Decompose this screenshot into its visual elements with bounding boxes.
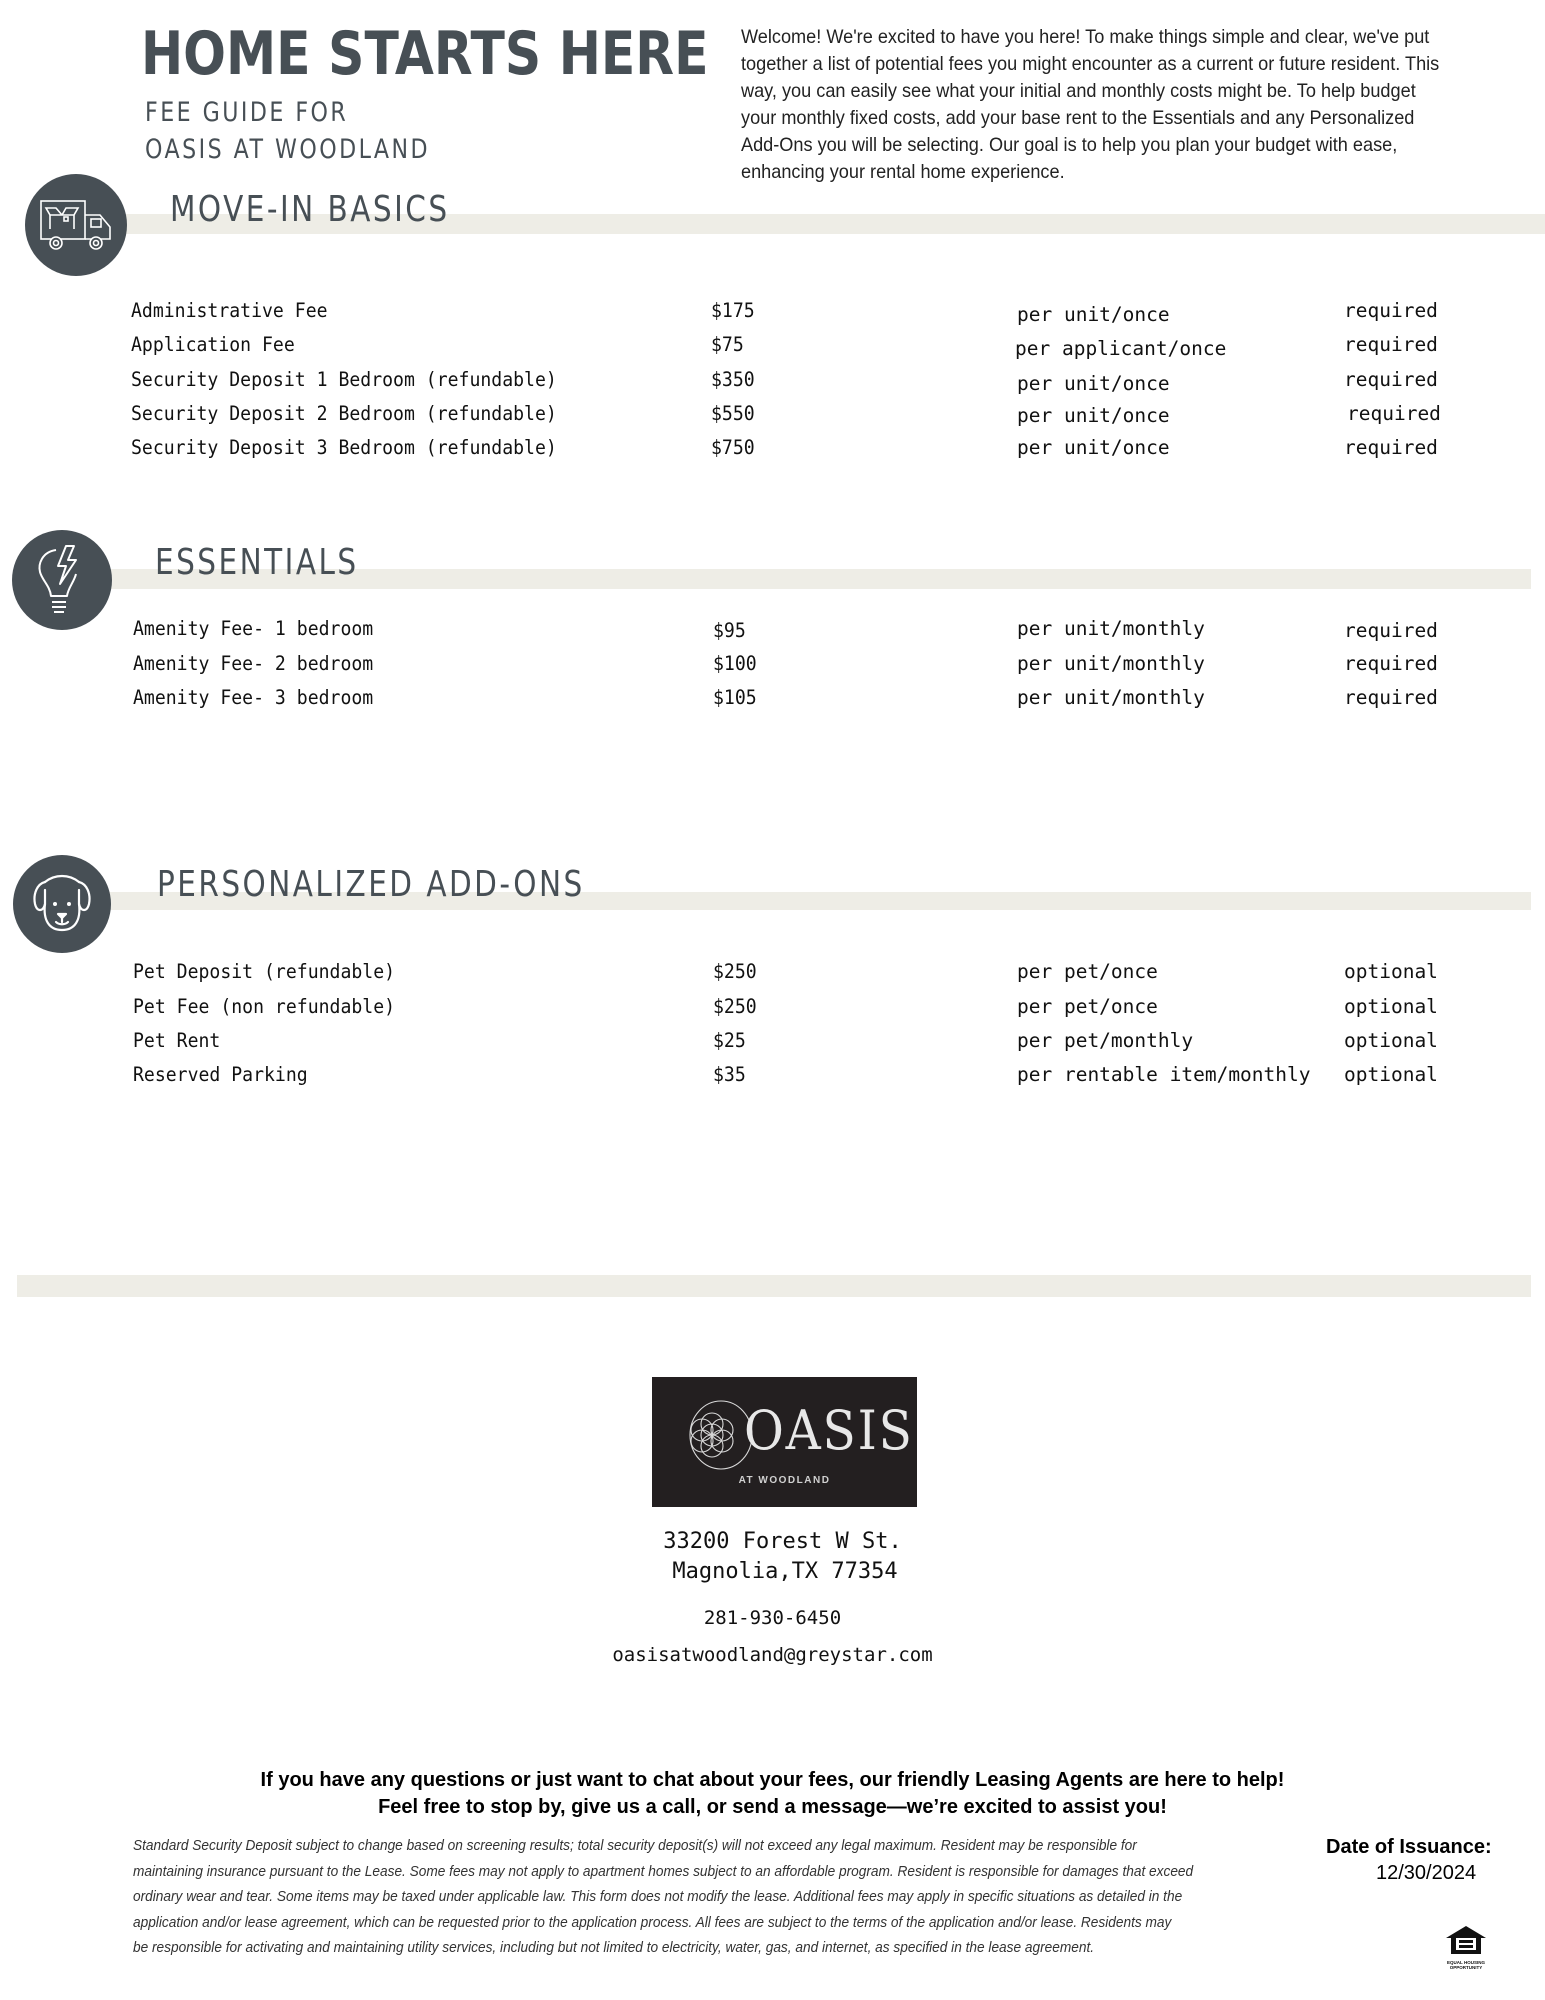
fee-frequency: per pet/once [1017, 995, 1158, 1018]
date-of-issuance-value: 12/30/2024 [1376, 1862, 1477, 1884]
fee-status: optional [1344, 995, 1438, 1018]
fee-status: required [1344, 652, 1438, 675]
fee-name: Security Deposit 1 Bedroom (refundable) [131, 368, 557, 391]
fee-status: optional [1344, 1063, 1438, 1086]
fee-status: required [1344, 686, 1438, 709]
fee-frequency: per unit/monthly [1017, 652, 1205, 675]
fee-price: $250 [713, 960, 757, 983]
date-of-issuance-label: Date of Issuance: [1326, 1836, 1492, 1858]
oasis-logo [652, 1377, 917, 1507]
fee-name: Pet Fee (non refundable) [133, 995, 396, 1018]
fee-price: $750 [711, 436, 755, 459]
table-row [0, 433, 1545, 463]
disclaimer-line: Standard Security Deposit subject to change based on screening results; total security deposit(s) will not exceed any legal maximum. Resident may be responsible for [133, 1838, 1137, 1854]
fee-status: required [1344, 619, 1438, 642]
cta-line-2: Feel free to stop by, give us a call, or send a message—we’re excited to assist you! [378, 1796, 1167, 1818]
fee-name: Reserved Parking [133, 1063, 308, 1086]
fee-price: $25 [713, 1029, 746, 1052]
equal-housing-icon [1444, 1925, 1488, 1955]
fee-frequency: per unit/once [1017, 404, 1170, 427]
table-row [0, 683, 1545, 713]
address-line-2: Magnolia,TX 77354 [672, 1559, 898, 1584]
fee-frequency: per rentable item/monthly [1017, 1063, 1311, 1086]
fee-price: $100 [713, 652, 757, 675]
fee-frequency: per unit/once [1017, 436, 1170, 459]
fee-status: required [1344, 299, 1438, 322]
section-title-essentials: ESSENTIALS [155, 542, 359, 583]
table-row [0, 614, 1545, 644]
fee-name: Security Deposit 2 Bedroom (refundable) [131, 402, 557, 425]
fee-price: $250 [713, 995, 757, 1018]
disclaimer-line: be responsible for activating and maintaining utility services, including but not limited to electricity, water, gas, and internet, as specified in the lease agreement. [133, 1940, 1095, 1956]
lightbulb-icon [34, 542, 90, 618]
fee-price: $95 [713, 619, 746, 642]
table-row [0, 365, 1545, 395]
table-row [0, 330, 1545, 360]
fee-price: $75 [711, 333, 744, 356]
fee-name: Security Deposit 3 Bedroom (refundable) [131, 436, 557, 459]
logo-wordmark: OASIS [744, 1399, 914, 1462]
table-row [0, 1026, 1545, 1056]
fee-frequency: per applicant/once [1015, 337, 1227, 360]
table-row [0, 296, 1545, 326]
moving-truck-icon [36, 195, 116, 255]
dog-icon [29, 872, 95, 936]
fee-name: Pet Deposit (refundable) [133, 960, 396, 983]
fee-status: required [1344, 368, 1438, 391]
welcome-paragraph: Welcome! We're excited to have you here! To make things simple and clear, we've put together a list of potential fees you might encounter as a current or future resident. This way, you can easily see what your initial and monthly costs might be. To help budget your monthly fixed costs, add your base rent to the Essentials and any Personalized Add-Ons you will be selecting. Our goal is to help you plan your budget with ease, enhancing your rental home experience. [741, 26, 1440, 183]
email-link[interactable]: oasisatwoodland@greystar.com [612, 1644, 933, 1666]
cta-line-1: If you have any questions or just want to chat about your fees, our friendly Leasing Agents are here to help! [260, 1769, 1285, 1791]
table-row [0, 992, 1545, 1022]
table-row [0, 649, 1545, 679]
fee-frequency: per unit/once [1017, 372, 1170, 395]
add-ons-icon-badge [13, 855, 111, 953]
footer-divider [17, 1275, 1531, 1297]
fee-name: Administrative Fee [131, 299, 328, 322]
fee-price: $550 [711, 402, 755, 425]
fee-frequency: per unit/monthly [1017, 686, 1205, 709]
fee-name: Amenity Fee- 2 bedroom [133, 652, 374, 675]
subtitle-fee-guide: FEE GUIDE FOR [145, 97, 349, 128]
table-row [0, 957, 1545, 987]
table-row [0, 1060, 1545, 1090]
fee-name: Amenity Fee- 1 bedroom [133, 617, 374, 640]
fee-frequency: per unit/monthly [1017, 617, 1205, 640]
disclaimer-line: ordinary wear and tear. Some items may be taxed under applicable law. This form does not modify the lease. Additional fees may apply in specific situations as detailed in the [133, 1889, 1183, 1905]
disclaimer [133, 1834, 1273, 1962]
equal-housing-logo [1444, 1925, 1488, 1969]
address-line-1: 33200 Forest W St. [663, 1529, 902, 1554]
fee-status: required [1347, 402, 1441, 425]
fee-price: $175 [711, 299, 755, 322]
eho-text-line-1: EQUAL HOUSING [1447, 1960, 1485, 1965]
disclaimer-line: application and/or lease agreement, which can be requested prior to the application process. All fees are subject to the terms of the application and/or lease. Residents may [133, 1914, 1172, 1931]
fee-status: required [1344, 333, 1438, 356]
logo-tagline: AT WOODLAND [738, 1475, 831, 1486]
fee-price: $35 [713, 1063, 746, 1086]
fee-name: Amenity Fee- 3 bedroom [133, 686, 374, 709]
subtitle-property-name: OASIS AT WOODLAND [145, 134, 431, 165]
fee-price: $105 [713, 686, 757, 709]
fee-frequency: per pet/monthly [1017, 1029, 1194, 1052]
fee-name: Application Fee [131, 333, 295, 356]
fee-price: $350 [711, 368, 755, 391]
fee-status: required [1344, 436, 1438, 459]
fee-status: optional [1344, 1029, 1438, 1052]
section-title-move-in: MOVE-IN BASICS [170, 189, 450, 230]
fee-frequency: per pet/once [1017, 960, 1158, 983]
fee-name: Pet Rent [133, 1029, 221, 1052]
move-in-icon-badge [25, 174, 127, 276]
page-title: HOME STARTS HERE [141, 19, 709, 89]
phone-link[interactable]: 281-930-6450 [703, 1607, 842, 1629]
fee-frequency: per unit/once [1017, 303, 1170, 326]
eho-text-line-2: OPPORTUNITY [1449, 1965, 1483, 1970]
fee-status: optional [1344, 960, 1438, 983]
section-title-add-ons: PERSONALIZED ADD-ONS [157, 864, 585, 905]
disclaimer-line: maintaining insurance pursuant to the Lease. Some fees may not apply to apartment homes subject to an affordable program. Resident is responsible for damages that exceed [133, 1863, 1194, 1880]
table-row [0, 399, 1545, 429]
